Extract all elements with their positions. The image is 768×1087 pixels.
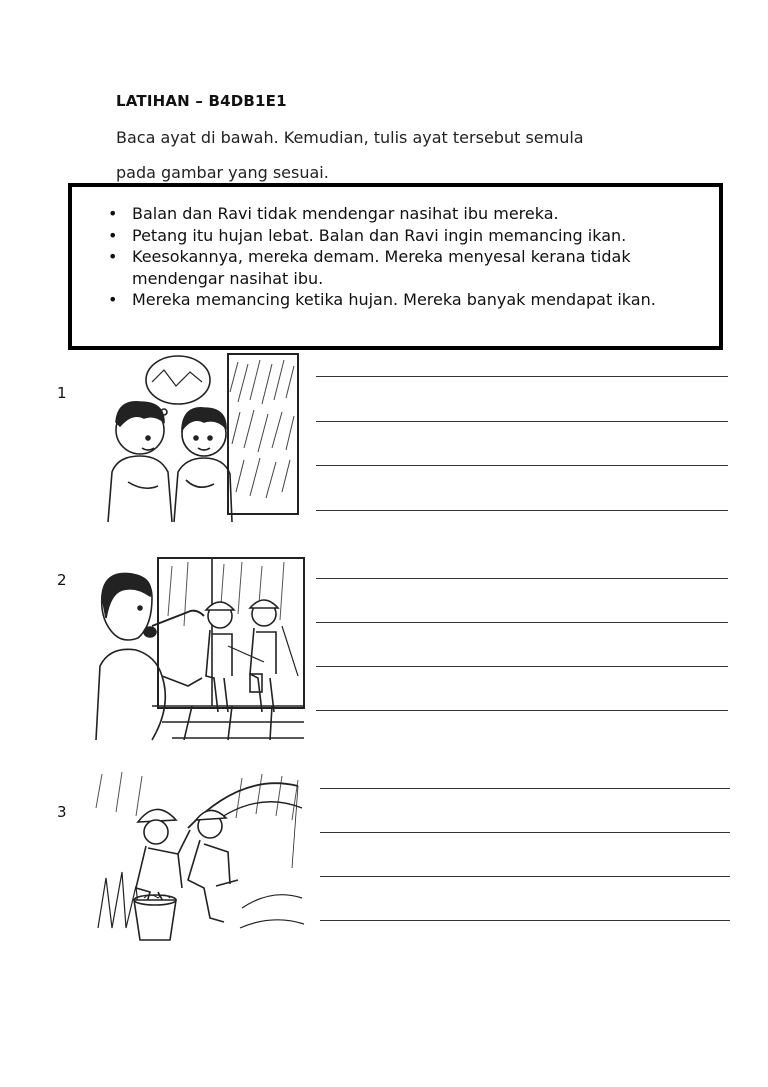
answer-line[interactable] [316, 666, 728, 667]
sentence-item: • Balan dan Ravi tidak mendengar nasihat ibu mereka. [108, 204, 559, 223]
answer-line[interactable] [316, 622, 728, 623]
sentence-item: • Keesokannya, mereka demam. Mereka menyesal kerana tidak mendengar nasihat ibu. [108, 247, 631, 288]
answer-line[interactable] [316, 510, 728, 511]
answer-line[interactable] [316, 421, 728, 422]
answer-line[interactable] [316, 578, 728, 579]
answer-line[interactable] [316, 465, 728, 466]
answer-line[interactable] [320, 788, 730, 789]
answer-line[interactable] [320, 832, 730, 833]
sentence-item: • Mereka memancing ketika hujan. Mereka banyak mendapat ikan. [108, 290, 656, 309]
sentence-item: • Petang itu hujan lebat. Balan dan Ravi ingin memancing ikan. [108, 225, 627, 245]
sentence-list [108, 203, 698, 311]
answer-line[interactable] [320, 876, 730, 877]
worksheet-title: LATIHAN – B4DB1E1 [116, 92, 287, 110]
answer-line[interactable] [316, 376, 728, 377]
mother-advising-boys-illustration [92, 556, 306, 742]
question-number-1: 1 [57, 384, 67, 402]
instruction-line-2: pada gambar yang sesuai. [116, 163, 329, 182]
sentence-text: Petang itu hujan lebat. Balan dan Ravi ingin memancing ikan. [132, 225, 627, 245]
boys-fishing-in-rain-illustration [92, 768, 306, 944]
boys-watching-rain-illustration [98, 352, 300, 524]
instruction-line-1: Baca ayat di bawah. Kemudian, tulis ayat tersebut semula [116, 128, 584, 147]
question-number-3: 3 [57, 803, 67, 821]
sentence-text: Balan dan Ravi tidak mendengar nasihat ibu mereka. [132, 204, 559, 223]
sentence-text: Keesokannya, mereka demam. Mereka menyesal kerana tidak mendengar nasihat ibu. [132, 247, 631, 288]
answer-line[interactable] [320, 920, 730, 921]
question-number-2: 2 [57, 571, 67, 589]
sentence-box [68, 183, 723, 350]
answer-line[interactable] [316, 710, 728, 711]
sentence-text: Mereka memancing ketika hujan. Mereka banyak mendapat ikan. [132, 290, 656, 309]
